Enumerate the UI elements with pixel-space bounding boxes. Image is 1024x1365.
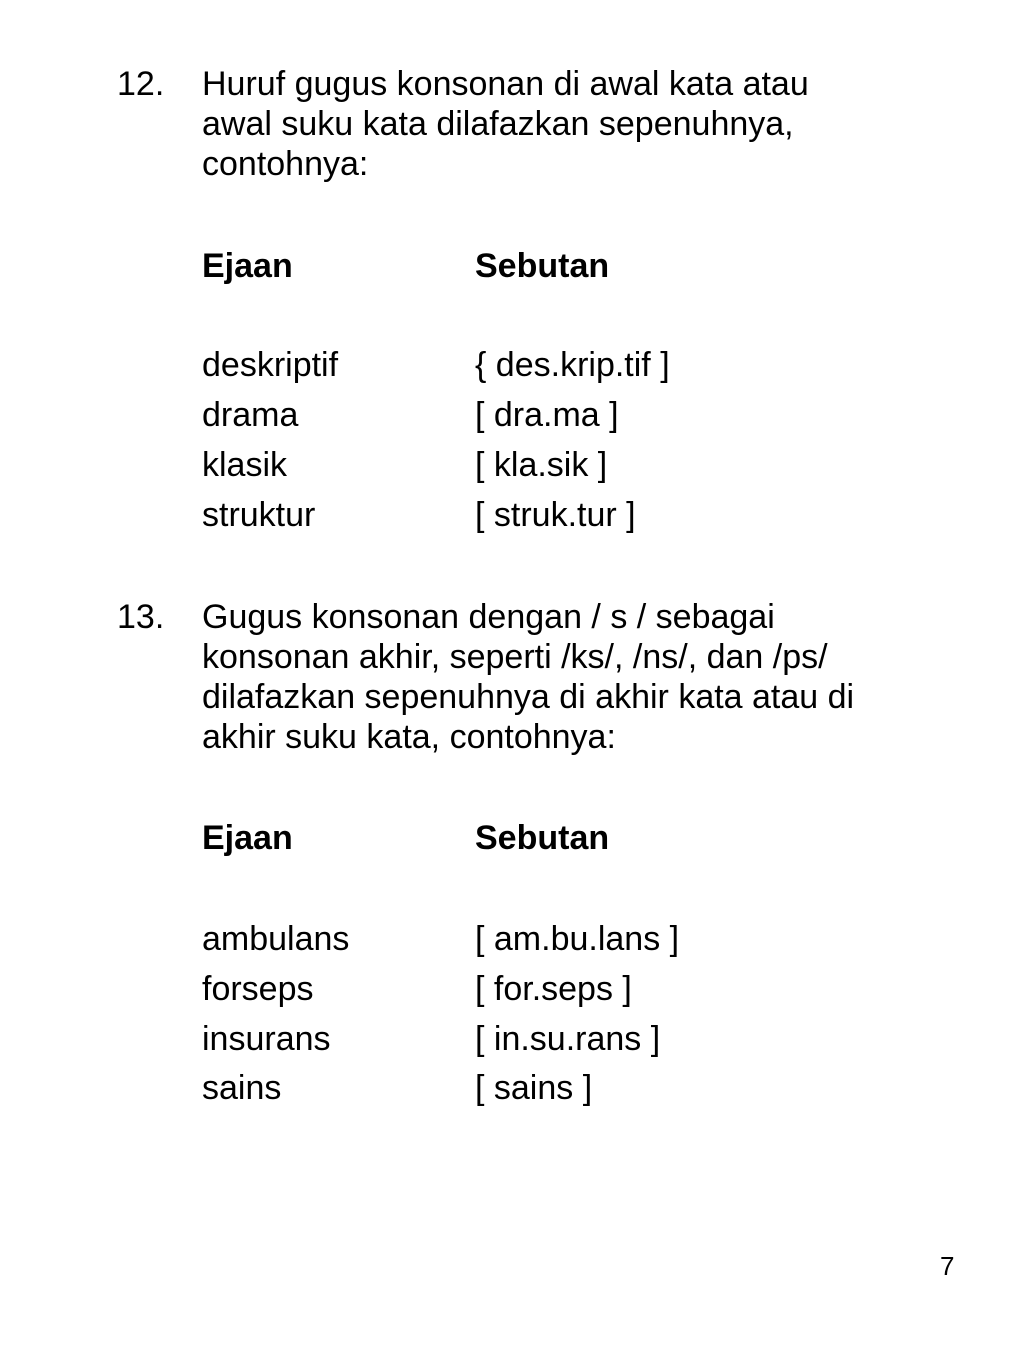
column-header-ejaan: Ejaan — [202, 819, 293, 857]
sebutan-cell: [ dra.ma ] — [475, 396, 619, 434]
ejaan-cell: drama — [202, 396, 299, 434]
ejaan-cell: insurans — [202, 1020, 331, 1058]
column-header-sebutan: Sebutan — [475, 819, 610, 857]
page-number: 7 — [940, 1251, 955, 1281]
ejaan-cell: forseps — [202, 970, 314, 1008]
item-number: 13. — [117, 598, 165, 636]
sebutan-cell: [ struk.tur ] — [475, 496, 636, 534]
item-line: akhir suku kata, contohnya: — [202, 718, 616, 756]
item-line: contohnya: — [202, 145, 369, 183]
column-header-ejaan: Ejaan — [202, 247, 293, 285]
item-line: Huruf gugus konsonan di awal kata atau — [202, 65, 809, 103]
ejaan-cell: struktur — [202, 496, 316, 534]
item-line: awal suku kata dilafazkan sepenuhnya, — [202, 105, 794, 143]
sebutan-cell: [ in.su.rans ] — [475, 1020, 661, 1058]
item-number: 12. — [117, 65, 165, 103]
ejaan-cell: klasik — [202, 446, 288, 484]
sebutan-cell: [ sains ] — [475, 1069, 593, 1107]
item-line: dilafazkan sepenuhnya di akhir kata atau di — [202, 678, 855, 716]
item-line: konsonan akhir, seperti /ks/, /ns/, dan /ps/ — [202, 638, 828, 676]
ejaan-cell: ambulans — [202, 920, 350, 958]
sebutan-cell: [ am.bu.lans ] — [475, 920, 680, 958]
ejaan-cell: deskriptif — [202, 346, 339, 384]
column-header-sebutan: Sebutan — [475, 247, 610, 285]
sebutan-cell: { des.krip.tif ] — [475, 346, 670, 384]
item-paragraph — [202, 64, 962, 184]
item-paragraph — [202, 597, 962, 757]
ejaan-cell: sains — [202, 1069, 282, 1107]
sebutan-cell: [ for.seps ] — [475, 970, 632, 1008]
item-line: Gugus konsonan dengan / s / sebagai — [202, 598, 775, 636]
sebutan-cell: [ kla.sik ] — [475, 446, 608, 484]
